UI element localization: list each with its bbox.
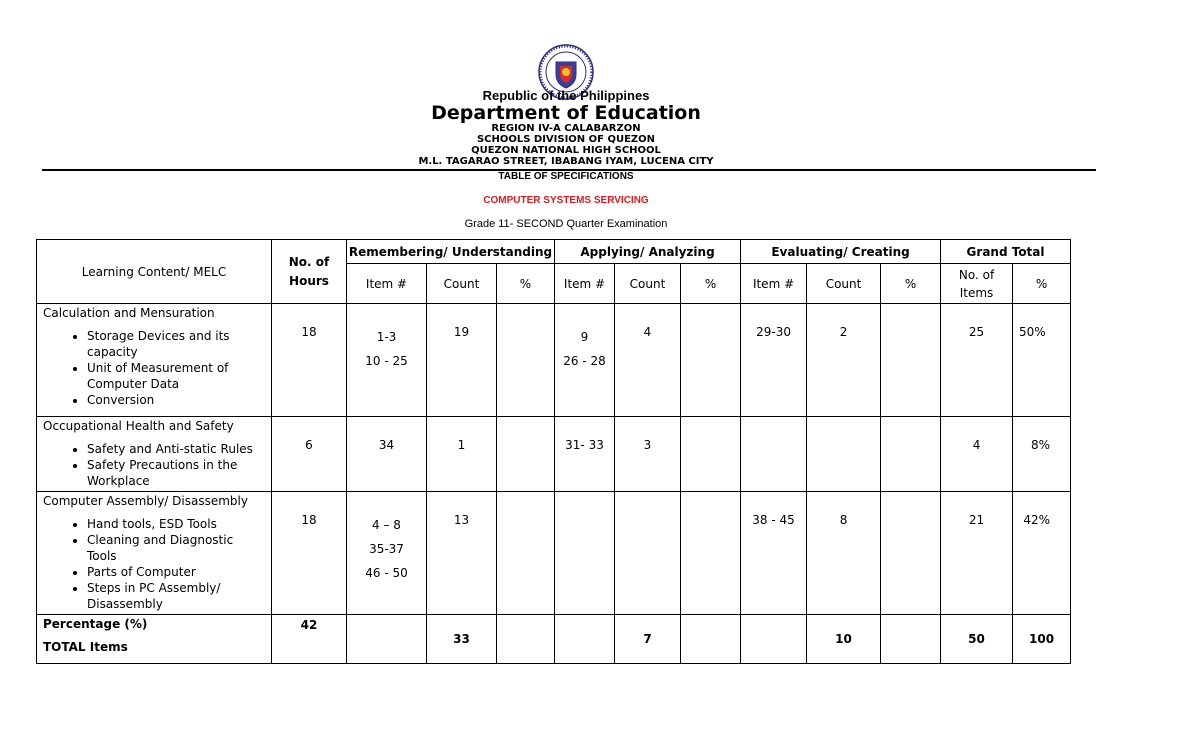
sub-rem-pct: % [497, 264, 555, 304]
app-count-cell: 3 [615, 417, 681, 492]
republic-heading: Republic of the Philippines [482, 88, 650, 103]
header-applying: Applying/ Analyzing [555, 240, 741, 264]
empty-cell [347, 615, 427, 664]
item-range: 4 – 8 [372, 518, 401, 532]
percentage-label: Percentage (%) [43, 617, 148, 631]
total-rem-count: 33 [427, 615, 497, 664]
topic-item: • Hand tools, ESD Tools [87, 516, 265, 532]
eval-pct-cell [881, 492, 941, 615]
rem-pct-cell [497, 417, 555, 492]
topic-item: • Safety Precautions in the Workplace [87, 457, 265, 489]
rem-items-cell [347, 492, 427, 615]
eval-count-cell [807, 417, 881, 492]
table-row [37, 417, 1071, 492]
sub-app-item: Item # [555, 264, 615, 304]
sub-no-of-items: No. of Items [941, 264, 1013, 304]
content-title: Computer Assembly/ Disassembly [43, 494, 248, 508]
grand-total-pct: 100 [1013, 615, 1071, 664]
totals-row [37, 615, 1071, 664]
header-no-of-hours: No. of Hours [272, 240, 347, 304]
app-items-cell: 31- 33 [555, 417, 615, 492]
topic-item: • Parts of Computer [87, 564, 265, 580]
item-range: 35-37 [369, 542, 404, 556]
app-count-cell: 4 [615, 304, 681, 417]
grand-total-items: 50 [941, 615, 1013, 664]
eval-items-cell [741, 417, 807, 492]
topic-item: • Steps in PC Assembly/ Disassembly [87, 580, 265, 612]
empty-cell [681, 615, 741, 664]
total-hours-cell: 42 [272, 615, 347, 664]
header-evaluating: Evaluating/ Creating [741, 240, 941, 264]
item-range: 26 - 28 [563, 354, 606, 368]
empty-cell [881, 615, 941, 664]
app-pct-cell [681, 492, 741, 615]
total-items-cell: 4 [941, 417, 1013, 492]
hours-cell: 6 [272, 417, 347, 492]
topic-item: • Cleaning and Diagnostic Tools [87, 532, 265, 564]
content-cell [37, 417, 272, 492]
empty-cell [741, 615, 807, 664]
eval-pct-cell [881, 304, 941, 417]
item-range: 10 - 25 [365, 354, 408, 368]
rem-pct-cell [497, 304, 555, 417]
table-row [37, 304, 1071, 417]
region-line: REGION IV-A CALABARZON [491, 123, 641, 134]
sub-total-pct: % [1013, 264, 1071, 304]
total-items-label: TOTAL Items [43, 640, 128, 654]
division-line: SCHOOLS DIVISION OF QUEZON [476, 134, 656, 145]
sub-eval-count: Count [807, 264, 881, 304]
rem-items-cell: 34 [347, 417, 427, 492]
topic-item: • Safety and Anti-static Rules [87, 441, 265, 457]
item-range: 46 - 50 [365, 566, 408, 580]
specification-table [36, 239, 1071, 664]
total-app-count: 7 [615, 615, 681, 664]
content-cell [37, 492, 272, 615]
eval-items-cell: 29-30 [741, 304, 807, 417]
sub-rem-count: Count [427, 264, 497, 304]
sub-eval-item: Item # [741, 264, 807, 304]
hours-cell: 18 [272, 304, 347, 417]
app-pct-cell [681, 304, 741, 417]
topic-list [43, 441, 265, 489]
total-eval-count: 10 [807, 615, 881, 664]
sub-eval-pct: % [881, 264, 941, 304]
eval-items-cell: 38 - 45 [741, 492, 807, 615]
content-title: Occupational Health and Safety [43, 419, 234, 433]
header-grand-total: Grand Total [941, 240, 1071, 264]
app-count-cell [615, 492, 681, 615]
topic-item: • Unit of Measurement of Computer Data [87, 360, 265, 392]
department-heading: Department of Education [431, 102, 701, 124]
rem-count-cell: 13 [427, 492, 497, 615]
app-items-cell [555, 304, 615, 417]
empty-cell [555, 615, 615, 664]
topic-list [43, 516, 265, 612]
header-remembering: Remembering/ Understanding [347, 240, 555, 264]
eval-count-cell: 2 [807, 304, 881, 417]
topic-list [43, 328, 265, 408]
total-items-cell: 21 [941, 492, 1013, 615]
header-row-top [37, 240, 1071, 264]
item-range: 1-3 [376, 330, 397, 344]
total-pct-cell: 50% [1013, 304, 1071, 417]
grade-quarter-line: Grade 11- SECOND Quarter Examination [464, 218, 668, 230]
sub-app-pct: % [681, 264, 741, 304]
content-title: Calculation and Mensuration [43, 306, 215, 320]
total-pct-cell: 8% [1013, 417, 1071, 492]
topic-item: • Conversion [87, 392, 265, 408]
sub-app-count: Count [615, 264, 681, 304]
total-pct-cell: 42% [1013, 492, 1071, 615]
hours-cell: 18 [272, 492, 347, 615]
empty-cell [497, 615, 555, 664]
total-items-cell: 25 [941, 304, 1013, 417]
address-line: M.L. TAGARAO STREET, IBABANG IYAM, LUCENA CITY [418, 156, 714, 167]
subject-title: COMPUTER SYSTEMS SERVICING [483, 195, 649, 206]
app-pct-cell [681, 417, 741, 492]
eval-count-cell: 8 [807, 492, 881, 615]
content-cell [37, 304, 272, 417]
header-learning-content: Learning Content/ MELC [37, 240, 272, 304]
school-line: QUEZON NATIONAL HIGH SCHOOL [471, 145, 661, 156]
totals-label-cell [37, 615, 272, 664]
table-row [37, 492, 1071, 615]
app-items-cell [555, 492, 615, 615]
topic-item: • Storage Devices and its capacity [87, 328, 265, 360]
document-title: TABLE OF SPECIFICATIONS [498, 171, 634, 182]
rem-count-cell: 1 [427, 417, 497, 492]
item-range: 9 [580, 330, 589, 344]
sub-rem-item: Item # [347, 264, 427, 304]
rem-pct-cell [497, 492, 555, 615]
rem-count-cell: 19 [427, 304, 497, 417]
eval-pct-cell [881, 417, 941, 492]
rem-items-cell [347, 304, 427, 417]
